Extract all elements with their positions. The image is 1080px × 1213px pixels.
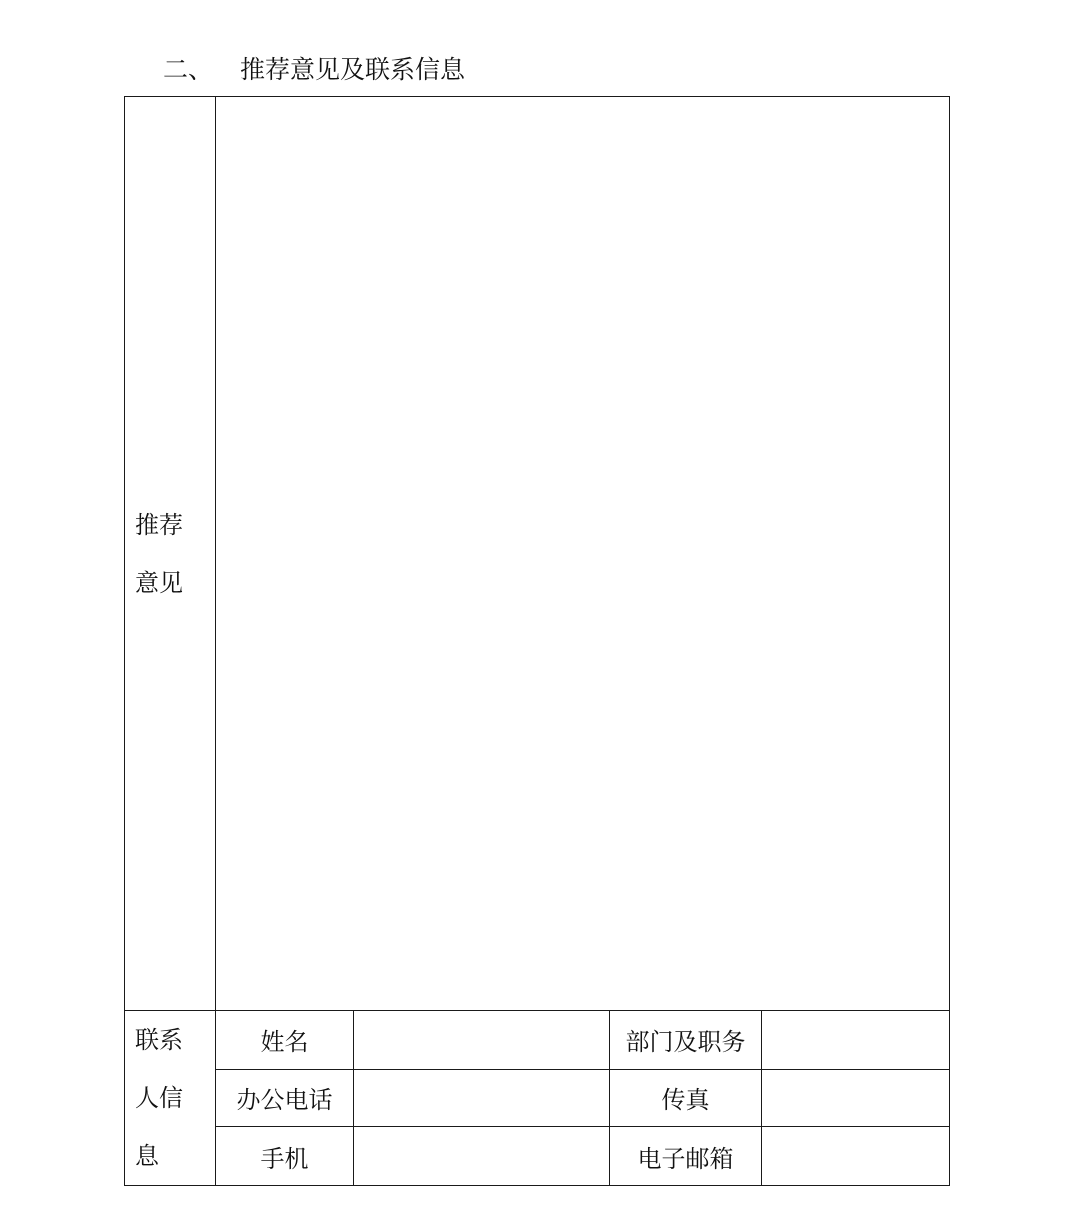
department-position-label: 部门及职务 bbox=[610, 1011, 762, 1070]
section-title: 推荐意见及联系信息 bbox=[240, 55, 466, 84]
contact-label-line-3: 息 bbox=[135, 1142, 159, 1170]
contact-row-name bbox=[125, 1011, 950, 1070]
mobile-field[interactable] bbox=[354, 1127, 610, 1186]
recommendation-form-table bbox=[124, 96, 950, 1186]
name-label: 姓名 bbox=[216, 1011, 354, 1070]
email-label: 电子邮箱 bbox=[610, 1127, 762, 1186]
recommendation-label-cell bbox=[125, 97, 216, 1011]
mobile-label: 手机 bbox=[216, 1127, 354, 1186]
section-heading bbox=[163, 50, 465, 86]
office-phone-label: 办公电话 bbox=[216, 1069, 354, 1127]
name-field[interactable] bbox=[354, 1011, 610, 1070]
department-position-field[interactable] bbox=[762, 1011, 950, 1070]
contact-label-line-2: 人信 bbox=[135, 1084, 183, 1112]
office-phone-field[interactable] bbox=[354, 1069, 610, 1127]
fax-label: 传真 bbox=[610, 1069, 762, 1127]
contact-row-mobile bbox=[125, 1127, 950, 1186]
section-number: 二、 bbox=[163, 55, 214, 84]
recommendation-label-line-1: 推荐 bbox=[135, 510, 183, 539]
contact-row-phone bbox=[125, 1069, 950, 1127]
recommendation-label-line-2: 意见 bbox=[135, 568, 183, 597]
fax-field[interactable] bbox=[762, 1069, 950, 1127]
contact-label-cell bbox=[125, 1011, 216, 1186]
recommendation-row bbox=[125, 97, 950, 1011]
recommendation-opinion-field[interactable] bbox=[216, 97, 950, 1011]
contact-label-line-1: 联系 bbox=[135, 1026, 183, 1054]
email-field[interactable] bbox=[762, 1127, 950, 1186]
